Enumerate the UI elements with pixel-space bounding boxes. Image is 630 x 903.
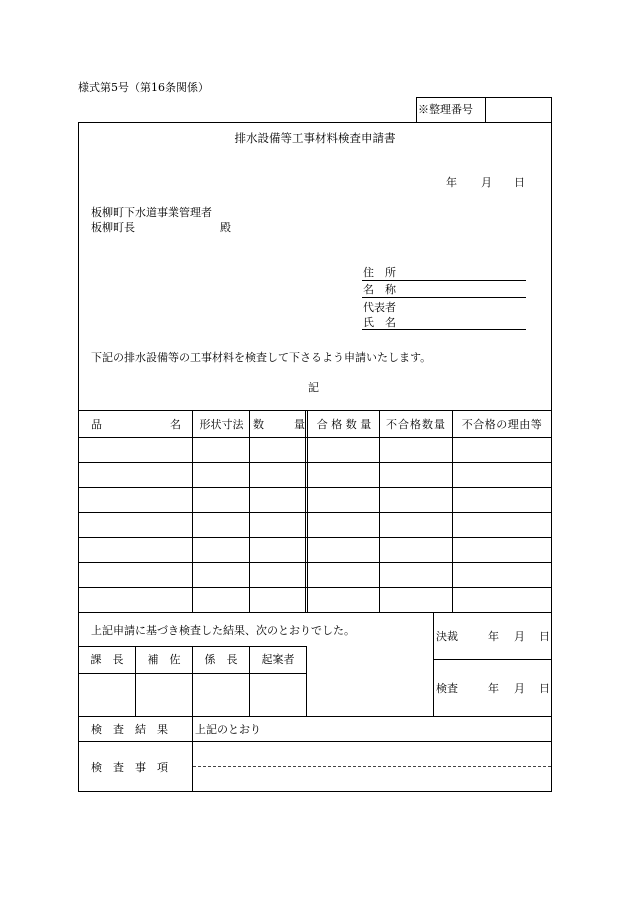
table-cell[interactable] xyxy=(193,438,249,462)
applicant-address-label: 住 所 xyxy=(363,266,396,279)
inspection-date-label: 検査 xyxy=(436,682,458,695)
table-cell[interactable] xyxy=(79,488,192,512)
applicant-name-line[interactable] xyxy=(362,297,526,298)
table-cell[interactable] xyxy=(453,438,551,462)
inspection-year-label: 年 xyxy=(488,682,499,695)
table-cell[interactable] xyxy=(308,513,379,537)
table-cell[interactable] xyxy=(79,538,192,562)
approval-staff-chief: 係 長 xyxy=(204,653,238,666)
approval-assistant: 補 佐 xyxy=(147,653,181,666)
inspection-month-label: 月 xyxy=(514,682,525,695)
inspection-result-label: 検 査 結 果 xyxy=(91,723,168,736)
table-cell[interactable] xyxy=(193,488,249,512)
form-label: 様式第5号（第16条関係） xyxy=(78,81,209,94)
table-cell[interactable] xyxy=(453,563,551,587)
table-cell[interactable] xyxy=(380,538,452,562)
table-cell[interactable] xyxy=(250,538,305,562)
table-cell[interactable] xyxy=(308,538,379,562)
table-cell[interactable] xyxy=(250,438,305,462)
table-cell[interactable] xyxy=(79,513,192,537)
table-cell[interactable] xyxy=(380,588,452,612)
table-cell[interactable] xyxy=(250,563,305,587)
table-cell[interactable] xyxy=(308,488,379,512)
table-cell[interactable] xyxy=(193,463,249,487)
table-cell[interactable] xyxy=(453,513,551,537)
date-day-label: 日 xyxy=(514,176,525,189)
table-cell[interactable] xyxy=(79,463,192,487)
table-cell[interactable] xyxy=(453,488,551,512)
header-failed-quantity: 不合格数量 xyxy=(386,418,446,431)
table-cell[interactable] xyxy=(193,588,249,612)
applicant-representative-label: 代表者 xyxy=(363,301,396,314)
applicant-name-label: 名 称 xyxy=(363,283,396,296)
form-title: 排水設備等工事材料検査申請書 xyxy=(234,131,396,145)
header-shape-size: 形状寸法 xyxy=(199,418,244,431)
request-text: 下記の排水設備等の工事材料を検査して下さるよう申請いたします。 xyxy=(91,351,432,364)
table-cell[interactable] xyxy=(380,488,452,512)
table-cell[interactable] xyxy=(308,588,379,612)
table-cell[interactable] xyxy=(193,538,249,562)
table-cell[interactable] xyxy=(308,463,379,487)
addressee-line1: 板柳町下水道事業管理者 xyxy=(91,206,212,219)
table-cell[interactable] xyxy=(308,563,379,587)
inspection-items-line[interactable] xyxy=(193,766,551,767)
approval-section-chief: 課 長 xyxy=(90,653,124,666)
applicant-person-name-line[interactable] xyxy=(362,329,526,330)
table-cell[interactable] xyxy=(308,438,379,462)
reference-number-label: ※整理番号 xyxy=(418,103,473,116)
header-failed-reason: 不合格の理由等 xyxy=(461,418,543,431)
applicant-person-name-label: 氏 名 xyxy=(363,316,396,329)
table-cell[interactable] xyxy=(79,438,192,462)
decision-day-label: 日 xyxy=(539,630,550,643)
inspection-result-value: 上記のとおり xyxy=(195,723,261,736)
decision-month-label: 月 xyxy=(514,630,525,643)
result-statement: 上記申請に基づき検査した結果、次のとおりでした。 xyxy=(91,624,355,637)
table-cell[interactable] xyxy=(380,563,452,587)
header-quantity-1: 数 xyxy=(253,418,264,431)
decision-label: 決裁 xyxy=(436,630,458,643)
inspection-items-label: 検 査 事 項 xyxy=(91,761,168,774)
header-quantity-2: 量 xyxy=(294,418,305,431)
table-cell[interactable] xyxy=(453,588,551,612)
table-cell[interactable] xyxy=(453,463,551,487)
table-cell[interactable] xyxy=(250,513,305,537)
table-cell[interactable] xyxy=(193,563,249,587)
date-month-label: 月 xyxy=(481,176,492,189)
addressee-line2: 板柳町長 xyxy=(91,221,135,234)
header-passed-quantity: 合 格 数 量 xyxy=(316,418,372,431)
applicant-address-line[interactable] xyxy=(362,280,526,281)
ki-label: 記 xyxy=(308,381,319,394)
table-cell[interactable] xyxy=(79,588,192,612)
header-item-name-1: 品 xyxy=(91,418,102,431)
date-year-label: 年 xyxy=(446,176,457,189)
inspection-day-label: 日 xyxy=(539,682,550,695)
table-cell[interactable] xyxy=(250,488,305,512)
table-cell[interactable] xyxy=(380,463,452,487)
table-cell[interactable] xyxy=(380,438,452,462)
table-cell[interactable] xyxy=(453,538,551,562)
approval-drafter: 起案者 xyxy=(261,653,295,666)
table-cell[interactable] xyxy=(250,588,305,612)
decision-year-label: 年 xyxy=(488,630,499,643)
addressee-honorific: 殿 xyxy=(220,221,231,234)
table-cell[interactable] xyxy=(79,563,192,587)
table-cell[interactable] xyxy=(193,513,249,537)
table-cell[interactable] xyxy=(380,513,452,537)
table-cell[interactable] xyxy=(250,463,305,487)
header-item-name-2: 名 xyxy=(170,418,181,431)
